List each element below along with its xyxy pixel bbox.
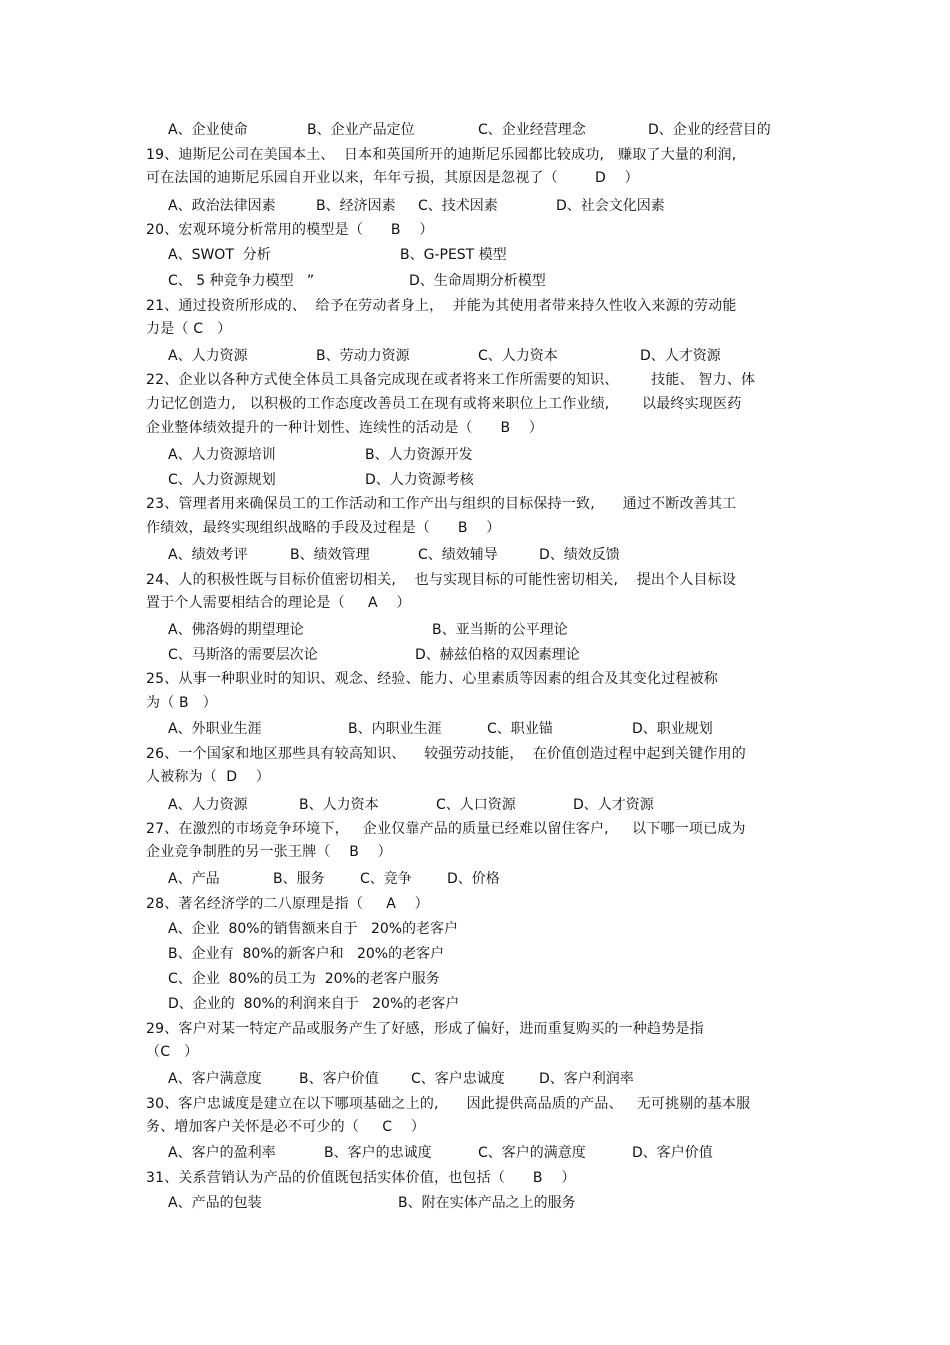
- q19-option-b: B、经济因素: [316, 198, 396, 214]
- q23-option-a: A、绩效考评: [168, 547, 248, 563]
- q24-stem-line-2: 置于个人需要相结合的理论是（ A ）: [146, 595, 411, 611]
- q21-option-b: B、劳动力资源: [316, 348, 410, 364]
- q30-option-a: A、客户的盈利率: [168, 1145, 276, 1161]
- q25-stem-line-1: 25、从事一种职业时的知识、观念、经验、能力、心里素质等因素的组合及其变化过程被称: [146, 671, 719, 687]
- q22-option-b: B、人力资源开发: [365, 447, 473, 463]
- q30-option-c: C、客户的满意度: [478, 1145, 586, 1161]
- q21-option-c: C、人力资本: [478, 348, 558, 364]
- q29-option-d: D、客户利润率: [539, 1071, 634, 1087]
- q22-stem-line-3: 企业整体绩效提升的一种计划性、连续性的活动是（ B ）: [146, 420, 544, 436]
- q25-option-c: C、职业锚: [487, 721, 553, 737]
- q31-option-b: B、附在实体产品之上的服务: [398, 1195, 576, 1211]
- q30-option-b: B、客户的忠诚度: [324, 1145, 432, 1161]
- q23-option-d: D、绩效反馈: [539, 547, 620, 563]
- q21-option-a: A、人力资源: [168, 348, 248, 364]
- q24-option-c: C、马斯洛的需要层次论: [168, 647, 318, 663]
- q19-option-c: C、技术因素: [418, 198, 498, 214]
- q18-option-a: A、企业使命: [168, 122, 248, 138]
- q30-stem-line-1: 30、客户忠诚度是建立在以下哪项基础之上的, 因此提供高品质的产品、 无可挑剔的基本服: [146, 1096, 751, 1112]
- q25-stem-line-2: 为（ B ）: [146, 695, 218, 711]
- q20-option-a: A、SWOT 分析: [168, 247, 271, 263]
- q22-option-d: D、人力资源考核: [365, 472, 474, 488]
- q20-option-d: D、生命周期分析模型: [409, 273, 546, 289]
- q27-stem-line-1: 27、在激烈的市场竞争环境下， 企业仅靠产品的质量已经难以留住客户, 以下哪一项已成为: [146, 821, 746, 837]
- q27-option-b: B、服务: [273, 871, 325, 887]
- q30-option-d: D、客户价值: [632, 1145, 713, 1161]
- q22-option-a: A、人力资源培训: [168, 447, 276, 463]
- q18-option-b: B、企业产品定位: [307, 122, 415, 138]
- q27-option-d: D、价格: [447, 871, 500, 887]
- q29-stem-line-2: （C ）: [146, 1044, 199, 1060]
- q28-option-d: D、企业的 80%的利润来自于 20%的老客户: [168, 996, 460, 1012]
- q24-stem-line-1: 24、人的积极性既与目标价值密切相关, 也与实现目标的可能性密切相关, 提出个人目标设: [146, 572, 737, 588]
- q31-stem-line-1: 31、关系营销认为产品的价值既包括实体价值，也包括（ B ）: [146, 1170, 576, 1186]
- q29-stem-line-1: 29、客户对某一特定产品或服务产生了好感，形成了偏好，进而重复购买的一种趋势是指: [146, 1021, 704, 1037]
- q26-option-b: B、人力资本: [299, 797, 379, 813]
- q27-stem-line-2: 企业竞争制胜的另一张王牌（ B ）: [146, 844, 392, 860]
- q26-option-d: D、人才资源: [573, 797, 654, 813]
- q29-option-a: A、客户满意度: [168, 1071, 262, 1087]
- q23-option-c: C、绩效辅导: [418, 547, 498, 563]
- q29-option-c: C、客户忠诚度: [411, 1071, 505, 1087]
- q19-option-a: A、政治法律因素: [168, 198, 276, 214]
- q20-option-b: B、G-PEST 模型: [400, 247, 507, 263]
- q24-option-b: B、亚当斯的公平理论: [432, 622, 568, 638]
- q31-option-a: A、产品的包装: [168, 1195, 262, 1211]
- q25-option-b: B、内职业生涯: [348, 721, 442, 737]
- q18-option-c: C、企业经营理念: [478, 122, 586, 138]
- q26-stem-line-2: 人被称为（ D ）: [146, 769, 271, 785]
- q25-option-d: D、职业规划: [632, 721, 713, 737]
- q22-stem-line-2: 力记忆创造力, 以积极的工作态度改善员工在现有或将来职位上工作业绩, 以最终实现医药: [146, 396, 742, 412]
- q20-stem-line-1: 20、宏观环境分析常用的模型是（ B ）: [146, 222, 434, 238]
- q25-option-a: A、外职业生涯: [168, 721, 262, 737]
- q22-option-c: C、人力资源规划: [168, 472, 276, 488]
- q27-option-a: A、产品: [168, 871, 220, 887]
- q19-option-d: D、社会文化因素: [556, 198, 665, 214]
- q21-stem-line-2: 力是（ C ）: [146, 321, 232, 337]
- q26-option-a: A、人力资源: [168, 797, 248, 813]
- q24-option-a: A、佛洛姆的期望理论: [168, 622, 304, 638]
- q24-option-d: D、赫兹伯格的双因素理论: [415, 647, 580, 663]
- q21-option-d: D、人才资源: [640, 348, 721, 364]
- q18-option-d: D、企业的经营目的: [648, 122, 771, 138]
- q20-option-c: C、 5 种竞争力模型 ”: [168, 273, 315, 289]
- q29-option-b: B、客户价值: [299, 1071, 379, 1087]
- q22-stem-line-1: 22、企业以各种方式使全体员工具备完成现在或者将来工作所需要的知识、 技能、 智力、体: [146, 372, 756, 388]
- q23-stem-line-1: 23、管理者用来确保员工的工作活动和工作产出与组织的目标保持一致, 通过不断改善其工: [146, 496, 737, 512]
- q28-option-b: B、企业有 80%的新客户和 20%的老客户: [168, 946, 445, 962]
- q23-stem-line-2: 作绩效，最终实现组织战略的手段及过程是（ B ）: [146, 520, 501, 536]
- q19-stem-line-2: 可在法国的迪斯尼乐园自开业以来，年年亏损，其原因是忽视了（ D ）: [146, 170, 639, 186]
- q30-stem-line-2: 务、增加客户关怀是必不可少的（ C ）: [146, 1119, 426, 1135]
- q23-option-b: B、绩效管理: [290, 547, 370, 563]
- q28-option-c: C、企业 80%的员工为 20%的老客户服务: [168, 971, 440, 987]
- q28-stem-line-1: 28、著名经济学的二八原理是指（ A ）: [146, 896, 429, 912]
- q21-stem-line-1: 21、通过投资所形成的、 给予在劳动者身上， 并能为其使用者带来持久性收入来源的劳动能: [146, 298, 737, 314]
- q28-option-a: A、企业 80%的销售额来自于 20%的老客户: [168, 921, 459, 937]
- q27-option-c: C、竞争: [360, 871, 412, 887]
- q26-option-c: C、人口资源: [436, 797, 516, 813]
- q19-stem-line-1: 19、迪斯尼公司在美国本土、 日本和英国所开的迪斯尼乐园都比较成功, 赚取了大量的利润,: [146, 147, 737, 163]
- q26-stem-line-1: 26、一个国家和地区那些具有较高知识、 较强劳动技能， 在价值创造过程中起到关键作用的: [146, 746, 746, 762]
